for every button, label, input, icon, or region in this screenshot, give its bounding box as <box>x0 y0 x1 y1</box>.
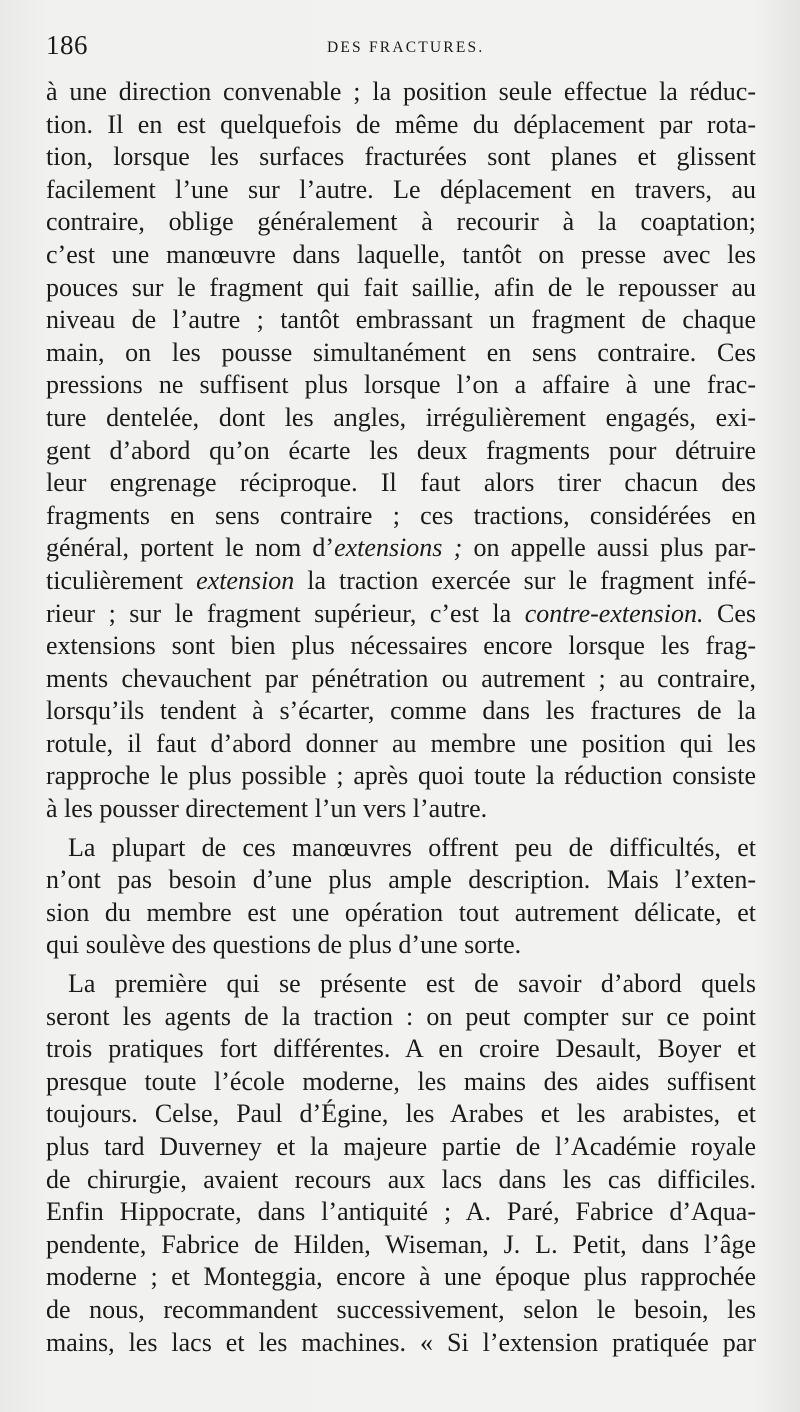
body-text <box>46 76 756 1359</box>
text-line-with-italic <box>46 532 756 565</box>
text-line: à une direction convenable ; la position seule effectue la réduc- <box>46 77 756 106</box>
paragraph-3 <box>46 968 756 1359</box>
text-line: moderne ; et Monteggia, encore à une époque plus rapprochée <box>46 1262 756 1292</box>
text-line: sion du membre est une opération tout autrement délicate, et <box>46 897 756 927</box>
text-segment: la traction exercée sur le fragment infé- <box>294 565 756 595</box>
text-line: de chirurgie, avaient recours aux lacs dans les cas difficiles. <box>46 1164 756 1194</box>
text-line: toujours. Celse, Paul d’Égine, les Arabes et les arabistes, et <box>46 1099 756 1129</box>
paragraph-2 <box>46 832 756 962</box>
text-line: plus tard Duverney et la majeure partie de l’Académie royale <box>46 1132 756 1161</box>
text-line: tion. Il en est quelquefois de même du déplacement par rota- <box>46 109 756 139</box>
page-header <box>44 30 760 66</box>
running-title: DES FRACTURES. <box>327 39 485 56</box>
text-line: facilement l’une sur l’autre. Le déplacement en travers, au <box>46 174 756 204</box>
text-line: presque toute l’école moderne, les mains des aides suffisent <box>46 1066 756 1096</box>
text-line: gent d’abord qu’on écarte les deux fragments pour détruire <box>46 435 756 465</box>
text-line: à les pousser directement l’un vers l’autre. <box>46 794 488 824</box>
text-line: tion, lorsque les surfaces fracturées sont planes et glissent <box>46 142 756 172</box>
text-line: Enfin Hippocrate, dans l’antiquité ; A. Paré, Fabrice d’Aqua- <box>46 1197 756 1227</box>
text-line: c’est une manœuvre dans laquelle, tantôt on presse avec les <box>46 239 756 269</box>
page-number: 186 <box>46 30 88 60</box>
italic-term: extension <box>196 565 295 595</box>
text-segment: on appelle aussi plus par- <box>462 533 757 563</box>
text-segment: rieur ; sur le fragment supérieur, c’est la <box>46 598 525 628</box>
text-line: fragments en sens contraire ; ces tractions, considérées en <box>46 500 756 530</box>
text-line: main, on les pousse simultanément en sens contraire. Ces <box>46 337 756 367</box>
text-line: n’ont pas besoin d’une plus ample description. Mais l’exten- <box>46 865 756 895</box>
text-line: trois pratiques fort différentes. A en croire Desault, Boyer et <box>46 1034 756 1064</box>
text-line: pendente, Fabrice de Hilden, Wiseman, J. L. Petit, dans l’âge <box>46 1229 756 1259</box>
paragraph-1 <box>46 76 756 826</box>
text-line: extensions sont bien plus nécessaires encore lorsque les frag- <box>46 631 756 661</box>
text-line: ture dentelée, dont les angles, irrégulièrement engagés, exi- <box>46 402 756 432</box>
text-line: de nous, recommandent successivement, selon le besoin, les <box>46 1294 756 1324</box>
text-line: rapproche le plus possible ; après quoi toute la réduction consiste <box>46 761 756 791</box>
text-line: rotule, il faut d’abord donner au membre une position qui les <box>46 728 756 758</box>
text-line: ments chevauchent par pénétration ou autrement ; au contraire, <box>46 663 756 693</box>
text-line: leur engrenage réciproque. Il faut alors tirer chacun des <box>46 468 756 498</box>
text-line: qui soulève des questions de plus d’une sorte. <box>46 930 522 960</box>
text-line: contraire, oblige généralement à recourir à la coaptation; <box>46 207 756 237</box>
text-line-with-italic <box>46 565 756 598</box>
text-segment: général, portent le nom d’ <box>46 533 335 563</box>
text-line: seront les agents de la traction : on peut compter sur ce point <box>46 1001 756 1031</box>
text-line: pouces sur le fragment qui fait saillie, afin de le repousser au <box>46 272 756 302</box>
text-line: niveau de l’autre ; tantôt embrassant un fragment de chaque <box>46 305 756 335</box>
text-line: La première qui se présente est de savoir d’abord quels <box>68 969 756 999</box>
text-segment: Ces <box>703 598 756 628</box>
text-segment: ticulièrement <box>46 565 197 595</box>
text-line: pressions ne suffisent plus lorsque l’on a affaire à une frac- <box>46 370 756 400</box>
italic-term: extensions ; <box>334 533 463 563</box>
italic-term: contre-extension. <box>524 598 704 628</box>
text-line-with-italic <box>46 598 756 631</box>
text-line: mains, les lacs et les machines. « Si l’extension pratiquée par <box>46 1327 756 1357</box>
text-line: La plupart de ces manœuvres offrent peu de difficultés, et <box>68 832 756 862</box>
text-line: lorsqu’ils tendent à s’écarter, comme dans les fractures de la <box>46 696 756 726</box>
